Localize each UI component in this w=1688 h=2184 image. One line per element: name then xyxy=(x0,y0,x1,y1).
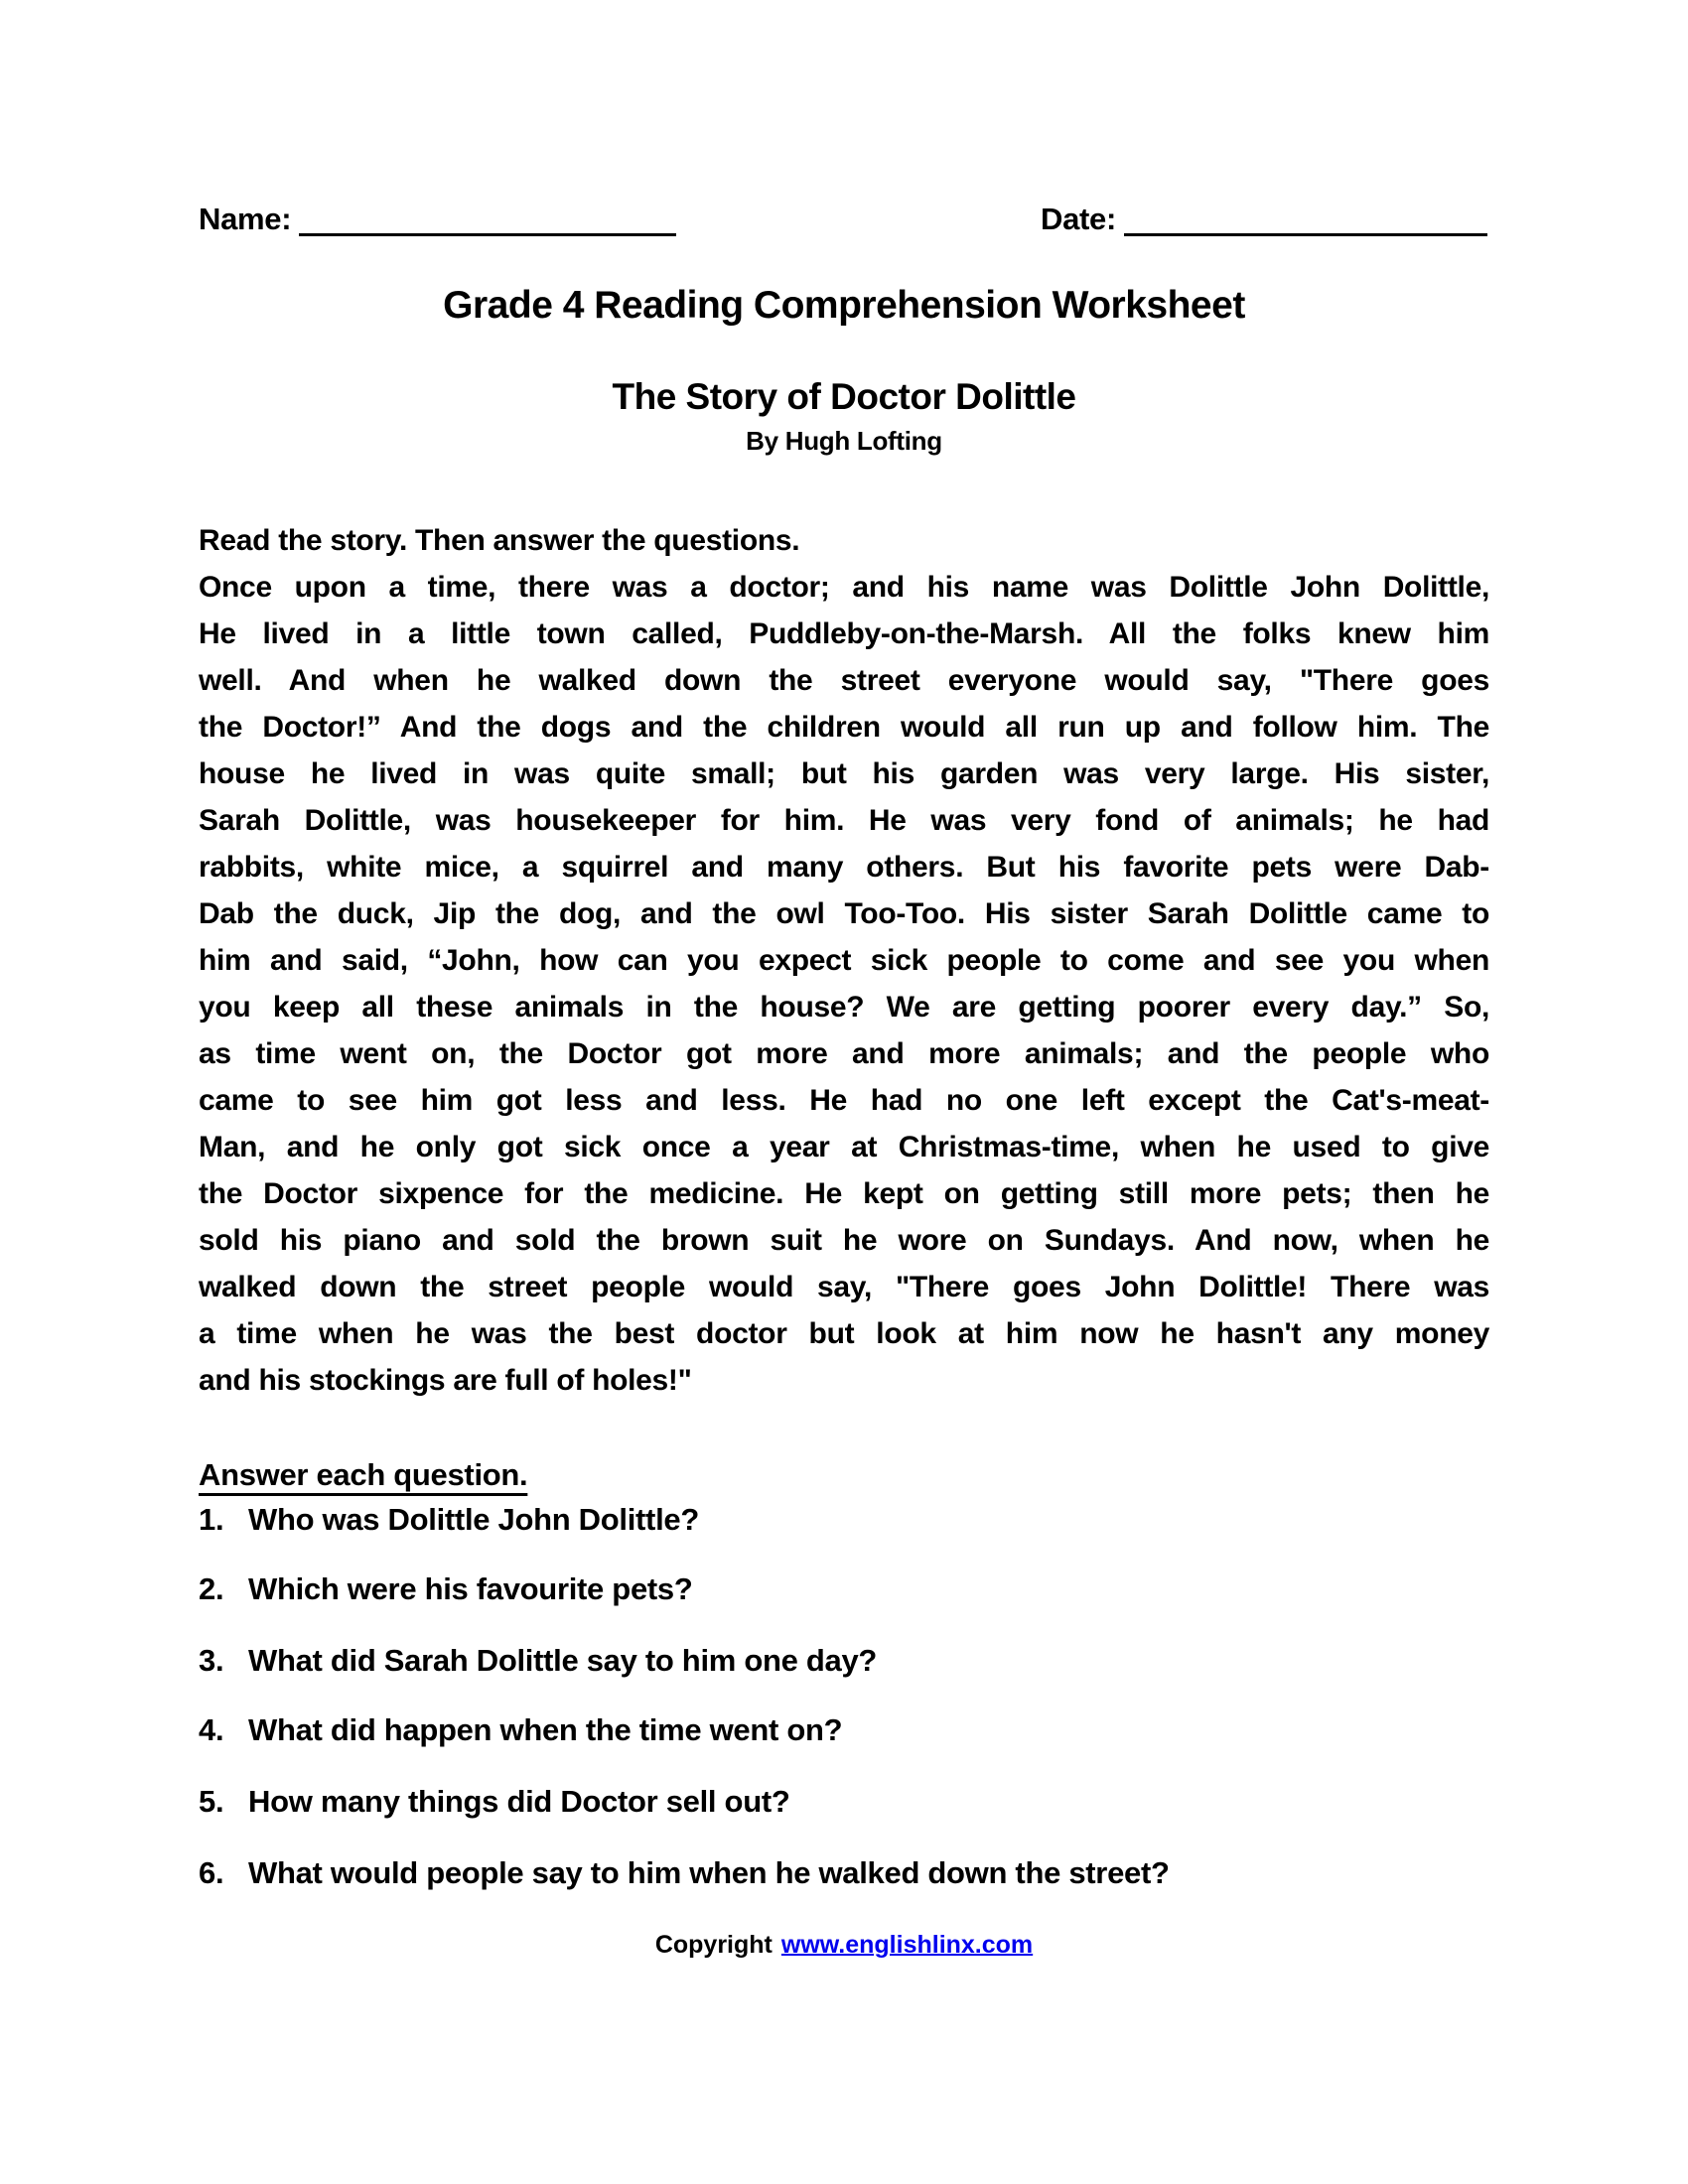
story-line: rabbits, white mice, a squirrel and many others. But his favorite pets were Dab- xyxy=(199,851,1489,884)
question-number: 3. xyxy=(199,1643,224,1678)
question-text: Who was Dolittle John Dolittle? xyxy=(248,1502,699,1537)
question-text: What did happen when the time went on? xyxy=(248,1712,843,1747)
date-label: Date: xyxy=(1041,202,1117,236)
story-line: as time went on, the Doctor got more and more animals; and the people who xyxy=(199,1037,1489,1070)
story-line: well. And when he walked down the street everyone would say, "There goes xyxy=(199,664,1489,697)
question-row xyxy=(199,1712,1499,1748)
question-number: 4. xyxy=(199,1712,224,1747)
story-line: you keep all these animals in the house? We are getting poorer every day.” So, xyxy=(199,991,1489,1024)
story-line: and his stockings are full of holes!" xyxy=(199,1364,692,1397)
story-line: came to see him got less and less. He had no one left except the Cat's-meat- xyxy=(199,1084,1489,1117)
question-row xyxy=(199,1855,1499,1891)
question-text: What did Sarah Dolittle say to him one day? xyxy=(248,1643,878,1678)
question-number: 2. xyxy=(199,1571,224,1606)
story-line: a time when he was the best doctor but look at him now he hasn't any money xyxy=(199,1317,1489,1350)
worksheet-title: Grade 4 Reading Comprehension Worksheet xyxy=(443,284,1245,327)
name-blank-line xyxy=(299,233,676,236)
story-line: the Doctor sixpence for the medicine. He kept on getting still more pets; then he xyxy=(199,1177,1489,1210)
copyright-footer xyxy=(199,1931,1489,1960)
story-section xyxy=(199,517,1489,1404)
story-line: house he lived in was quite small; but his garden was very large. His sister, xyxy=(199,757,1489,790)
question-number: 1. xyxy=(199,1502,224,1537)
question-row xyxy=(199,1643,1499,1679)
question-number: 5. xyxy=(199,1784,224,1819)
question-row xyxy=(199,1784,1499,1820)
question-row xyxy=(199,1502,1499,1538)
date-blank-line xyxy=(1124,233,1487,236)
story-line: Dab the duck, Jip the dog, and the owl Too-Too. His sister Sarah Dolittle came to xyxy=(199,897,1489,930)
story-byline: By Hugh Lofting xyxy=(746,426,942,456)
question-row xyxy=(199,1571,1499,1607)
question-text: Which were his favourite pets? xyxy=(248,1571,693,1606)
date-field-group xyxy=(1041,202,1487,237)
name-label: Name: xyxy=(199,202,292,236)
answer-section-heading: Answer each question. xyxy=(199,1457,528,1492)
story-line: He lived in a little town called, Puddleby-on-the-Marsh. All the folks knew him xyxy=(199,617,1489,650)
story-line: Once upon a time, there was a doctor; and his name was Dolittle John Dolittle, xyxy=(199,571,1489,604)
story-line: walked down the street people would say, "There goes John Dolittle! There was xyxy=(199,1271,1489,1303)
story-title: The Story of Doctor Dolittle xyxy=(612,376,1076,417)
story-line: Man, and he only got sick once a year at Christmas-time, when he used to give xyxy=(199,1131,1489,1163)
story-line: the Doctor!” And the dogs and the children would all run up and follow him. The xyxy=(199,711,1489,744)
copyright-label: Copyright xyxy=(654,1931,773,1959)
story-line: Sarah Dolittle, was housekeeper for him. He was very fond of animals; he had xyxy=(199,804,1489,837)
englishlinx-link[interactable]: www.englishlinx.com xyxy=(780,1931,1034,1959)
name-field-group xyxy=(199,202,676,237)
story-line: sold his piano and sold the brown suit he wore on Sundays. And now, when he xyxy=(199,1224,1489,1257)
story-line: him and said, “John, how can you expect sick people to come and see you when xyxy=(199,944,1489,977)
question-number: 6. xyxy=(199,1855,224,1890)
question-text: What would people say to him when he walked down the street? xyxy=(248,1855,1170,1890)
story-instruction: Read the story. Then answer the questions. xyxy=(199,524,800,557)
question-text: How many things did Doctor sell out? xyxy=(248,1784,790,1819)
